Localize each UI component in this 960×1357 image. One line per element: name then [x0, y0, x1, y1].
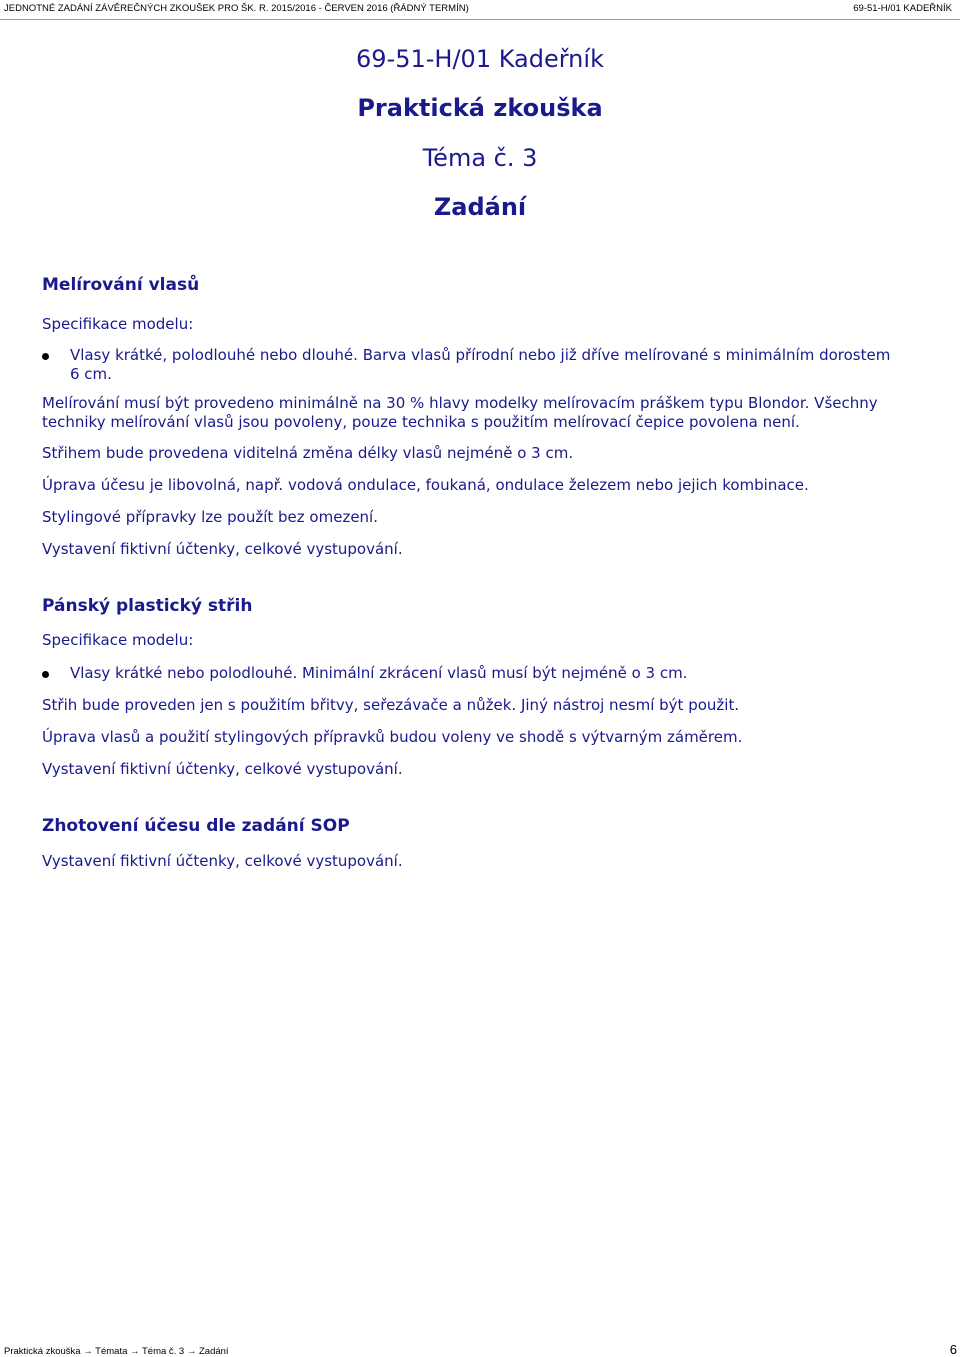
page-footer [0, 1344, 960, 1357]
program-code-title: 69-51-H/01 Kadeřník [356, 45, 604, 73]
paragraph: Úprava účesu je libovolná, např. vodová ondulace, foukaná, ondulace železem nebo jejich kombinace. [42, 476, 809, 494]
bullet-icon [42, 671, 49, 678]
list-item [42, 346, 902, 384]
paragraph: Vystavení fiktivní účtenky, celkové vystupování. [42, 760, 403, 778]
spec-label: Specifikace modelu: [42, 315, 194, 333]
paragraph: Úprava vlasů a použití stylingových přípravků budou voleny ve shodě s výtvarným záměrem. [42, 728, 743, 746]
list-item-text: Vlasy krátké nebo polodlouhé. Minimální zkrácení vlasů musí být nejméně o 3 cm. [70, 664, 688, 682]
list-item [42, 664, 902, 683]
section-heading: Pánský plastický střih [42, 596, 253, 616]
paragraph: Střih bude proveden jen s použitím břitvy, seřezávače a nůžek. Jiný nástroj nesmí být použit. [42, 696, 740, 714]
theme-title: Téma č. 3 [422, 144, 538, 172]
breadcrumb: Praktická zkouška → Témata → Téma č. 3 → Zadání [4, 1346, 229, 1357]
assignment-title: Zadání [433, 193, 527, 221]
paragraph: Melírování musí být provedeno minimálně na 30 % hlavy modelky melírovacím práškem typu Blondor. Všechny techniky melírování vlasů jsou povoleny, pouze technika s použitím melírovací čepice povolena není. [42, 394, 878, 431]
bullet-icon [42, 353, 49, 360]
spec-label: Specifikace modelu: [42, 631, 194, 649]
page-number: 6 [949, 1342, 957, 1357]
paragraph: Vystavení fiktivní účtenky, celkové vystupování. [42, 540, 403, 558]
paragraph: Stylingové přípravky lze použít bez omezení. [42, 508, 378, 526]
paragraph: Vystavení fiktivní účtenky, celkové vystupování. [42, 852, 403, 870]
exam-title: Praktická zkouška [357, 94, 603, 122]
paragraph: Střihem bude provedena viditelná změna délky vlasů nejméně o 3 cm. [42, 444, 574, 462]
list-item-text: Vlasy krátké, polodlouhé nebo dlouhé. Barva vlasů přírodní nebo již dříve melírované s minimálním dorostem 6 cm. [70, 346, 891, 383]
page-header [0, 0, 960, 20]
section-heading: Melírování vlasů [42, 275, 200, 295]
section-heading: Zhotovení účesu dle zadání SOP [42, 816, 350, 836]
header-right-text: 69-51-H/01 KADEŘNÍK [853, 3, 952, 14]
header-left-text: JEDNOTNÉ ZADÁNÍ ZÁVĚREČNÝCH ZKOUŠEK PRO ŠK. R. 2015/2016 - ČERVEN 2016 (ŘÁDNÝ TERMÍN) [4, 3, 469, 14]
